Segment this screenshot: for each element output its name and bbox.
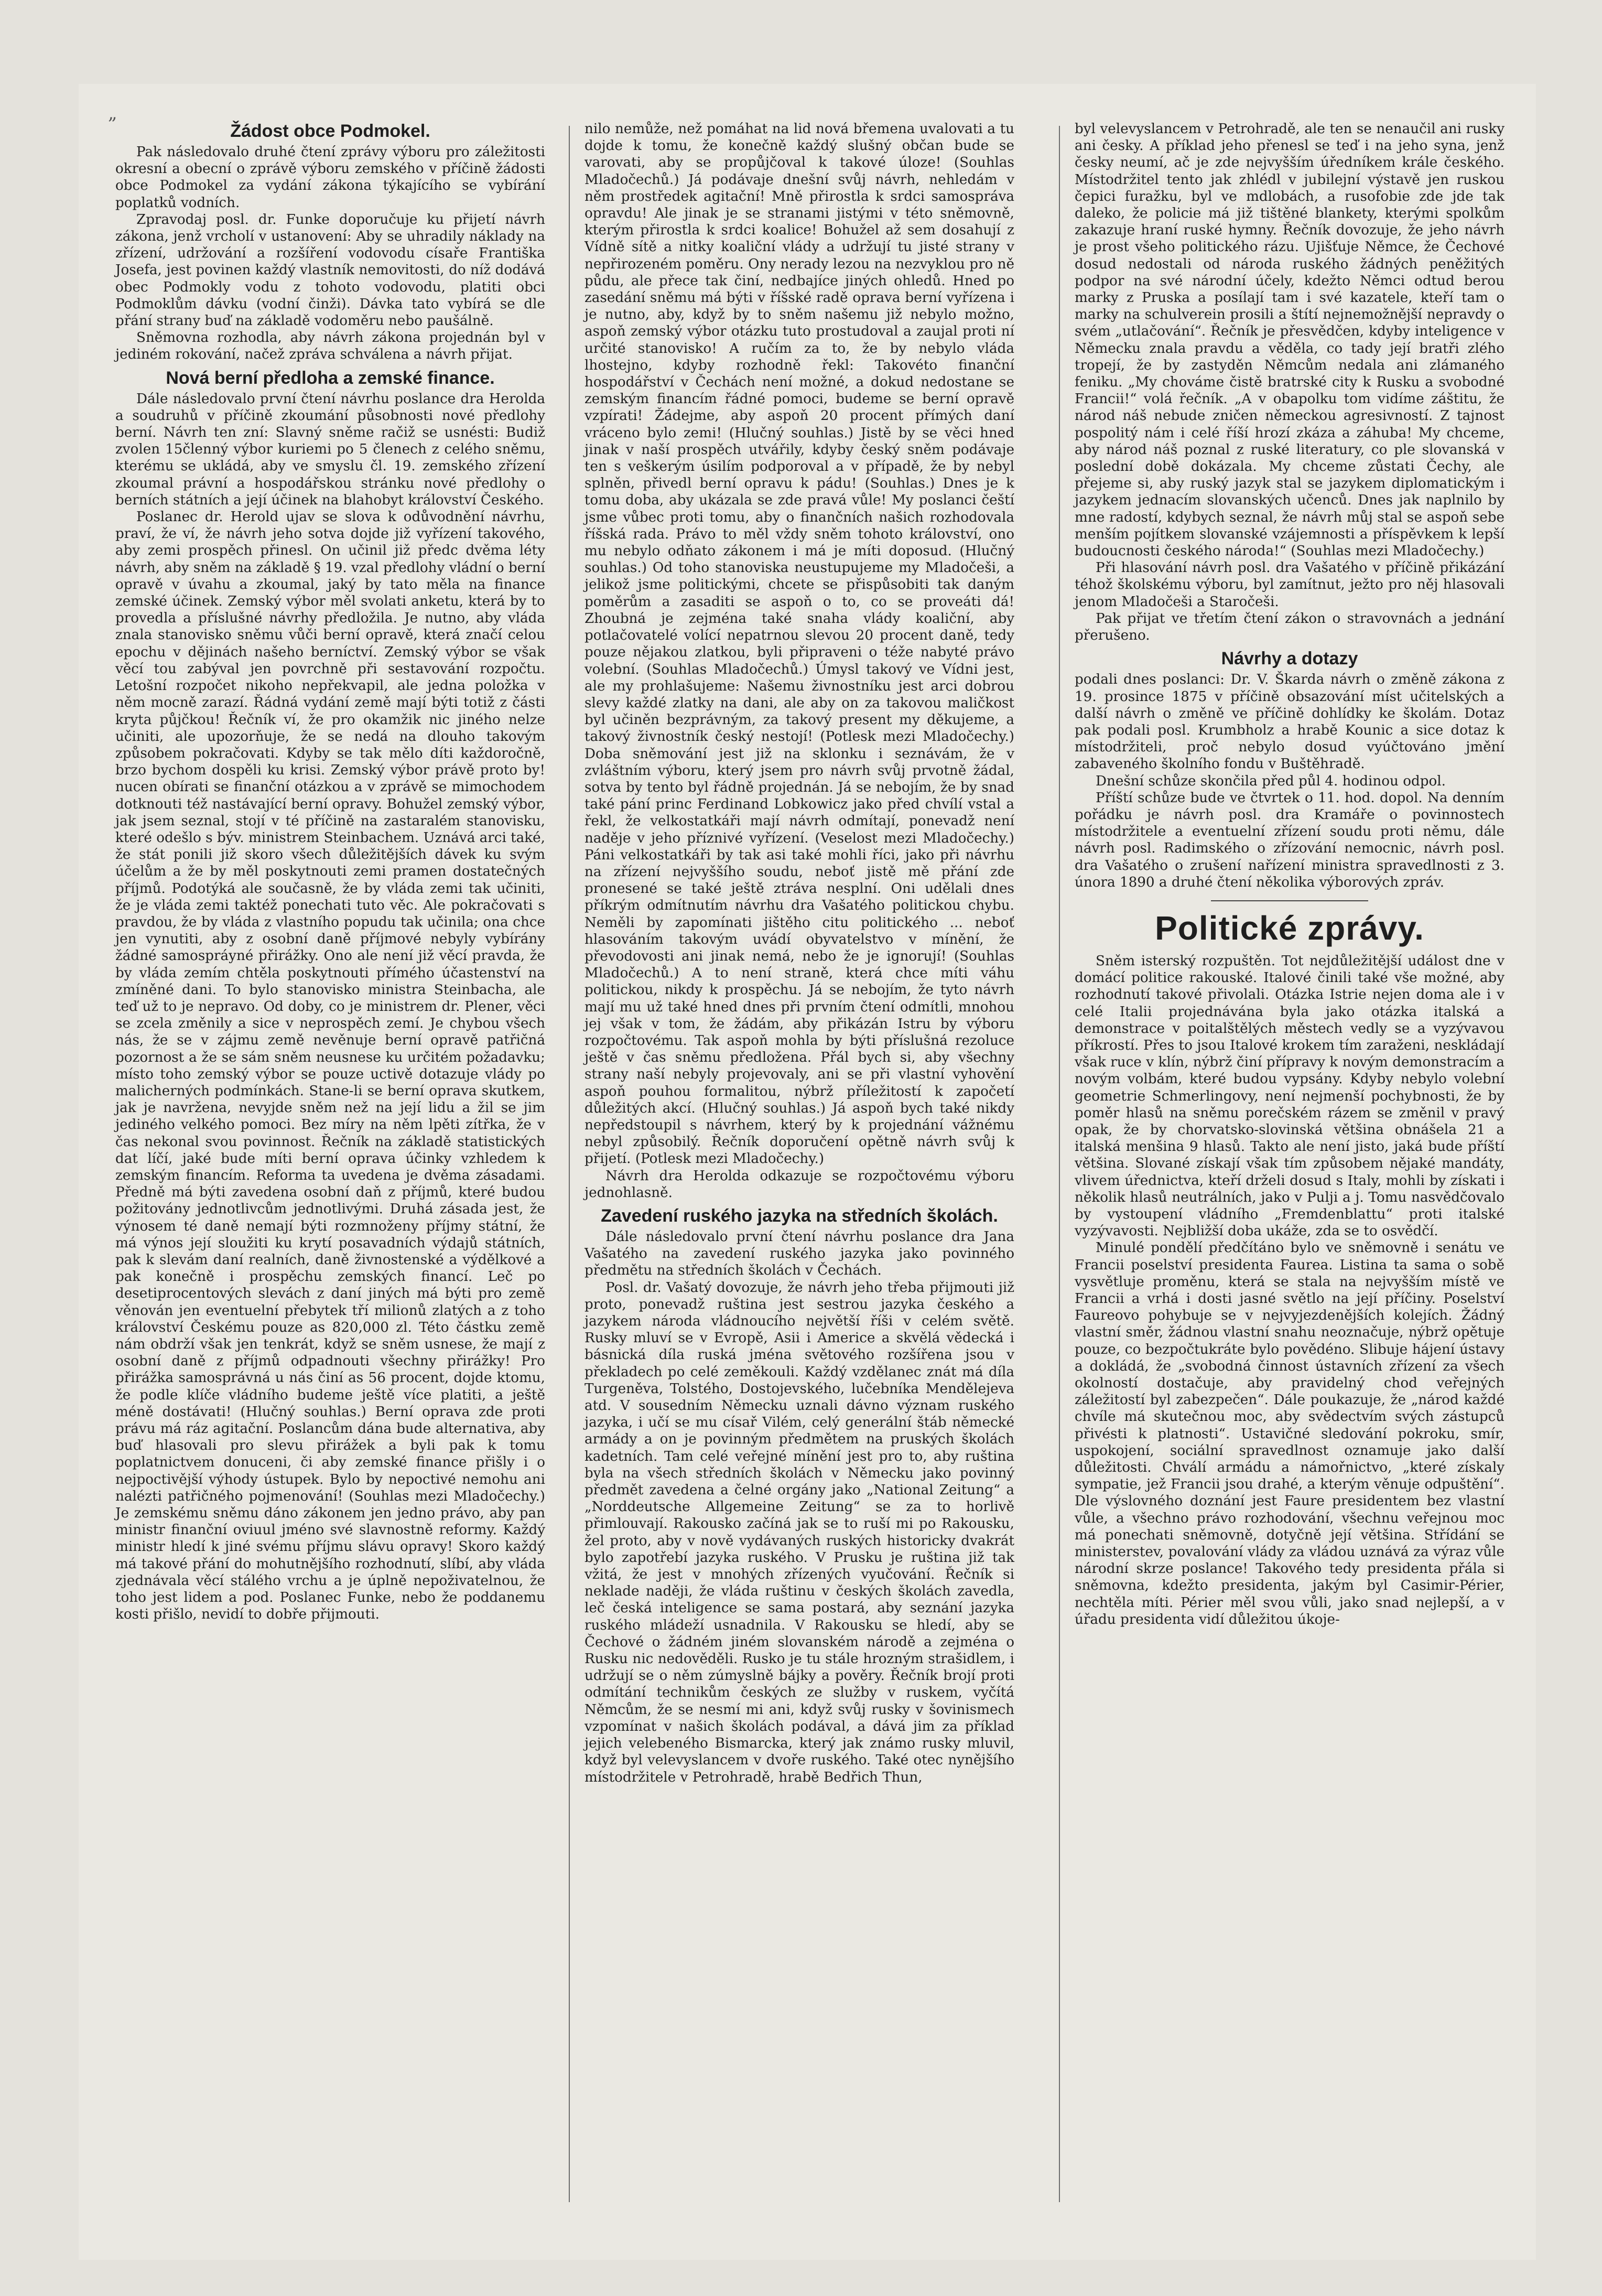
paragraph: Dále následovalo první čtení návrhu poslance dra Jana Vašatého na zavedení ruského jazyka jako povinného předmětu na středních školách v Čechách.	[584, 1229, 1014, 1279]
heading-podmokly: Žádost obce Podmokel.	[230, 121, 430, 141]
paragraph: Pak přijat ve třetím čtení zákon o stravovnách a jednání přerušeno.	[1075, 610, 1504, 644]
paragraph: byl velevyslancem v Petrohradě, ale ten se nenaučil ani rusky ani česky. A příklad jeho přenesl se teď i na jeho syna, jenž česky neumí, ač je zde nejvyšším úředníkem krále českého. Místodržitel tento jak zhlédl v jubilejní výstavě jen ruskou čepici furažku, byl ve mdlobách, a rusofobie zde jde tak daleko, že policie má již tištěné blankety, kterými spolkům zakazuje hraní ruské hymny. Řečník dovozuje, že jeho návrh je prost všeho politického rázu. Ujišťuje Němce, že Čechové dosud nedostali od národa ruského žádných peněžitých podpor na své národní účely, kdežto Němci odtud berou marky z Pruska a posílají tam i své kazatele, kteří tam o marky na schulverein prosili a štítí nejnemožnější nepravdy o svém „utlačování“. Řečník je přesvědčen, kdyby inteligence v Německu znala pravdu a věděla, co tady její bratři zlého tropejí, že by zastyděn Němcům nedala ani zlámaného feniku. „My chováme čistě bratrské city k Rusku a svobodné Francii!“ volá řečník. „A v obapolku tom vidíme záštitu, že národ náš nebude zničen německou agresivností. Z tajnost pospolitý nám i celé říší hrozí zkáza a záhuba! My chceme, aby národ náš poznal z ruské literatury, co ple slovanská v poslední době dokázala. My chceme zůstati Čechy, ale přejeme si, aby ruský jazyk stal se jazykem diplomatickým i jazykem jednacím slovanských učenců. Dnes jak naplnilo by mne radostí, kdybych seznal, že návrh můj stal se aspoň sebe menším pojítkem slovanské vzájemnosti a příspěvkem k lepší budoucnosti českého národa!“ (Souhlas mezi Mladočechy.)	[1075, 121, 1504, 559]
paragraph: Při hlasování návrh posl. dra Vašatého v příčině přikázání téhož školskému výboru, byl zamítnut, ježto pro něj hlasovali jenom Mladočeši a Staročeši.	[1075, 560, 1504, 610]
paragraph: Minulé pondělí předčítáno bylo ve sněmovně i senátu ve Francii poselství presidenta Faurea. Listina ta sama o sobě vysvětluje proměnu, která se stala na nejvyšším místě ve Francii a vrhá i dosti jasné světlo na její příčiny. Poselství Faureovo pohybuje se v nejvyjezdenějších kolejích. Žádný vlastní směr, žádnou vlastní snahu neoznačuje, nýbrž opětuje pouze, co bezpočtukráte bylo povědéno. Slibuje hájení ústavy a dokládá, že „svobodná činnost ústavních zřízení za všech okolností dostačuje, aby pravidelný chod veřejných záležitostí byl zabezpečen“. Dále poukazuje, že „národ každé chvíle má skutečnou moc, aby svědectvím svých zástupců přivésti k platnosti“. Ustavičné sledování pokroku, smír, uspokojení, sociální spravedlnost oznamuje jako další důležitosti. Chválí armádu a námořnictvo, „které získaly sympatie, jež Francii jsou drahé, a kterým věnuje odpuštění“. Dle výslovného doznání jest Faure presidentem bez vlastní vůle, a všechno právo rozhodování, všechnu veřejnou moc má ponechati sněmovně, dotyčně její většina. Střídání se ministerstev, povalování vlády za vládou uznává za výraz vůle národní skrze poslance! Takového tedy presidenta přála si sněmovna, kdežto presidenta, jakým byl Casimir-Périer, nechtěla míti. Périer měl svou vůli, jako snad nejlepší, a v úřadu presidenta vidí důležitou úkoje-	[1075, 1240, 1504, 1627]
column-rule-1	[569, 126, 570, 2202]
paragraph: Dnešní schůze skončila před půl 4. hodinou odpol.	[1096, 773, 1446, 789]
paragraph: Příští schůze bude ve čtvrtek o 11. hod. dopol. Na denním pořádku je návrh posl. dra Kramáře o povinnostech místodržitele a eventuelní zřízení soudu proti němu, dále návrh posl. Radimského o zřízování nemocnic, návrh posl. dra Vašatého o zrušení nařízení ministra spravedlnosti z 3. února 1890 a druhé čtení několika výborových zpráv.	[1075, 790, 1504, 890]
paragraph: Sněm isterský rozpuštěn. Tot nejdůležitější událost dne v domácí politice rakouské. Italové činili také vše možné, aby rozhodnutí takové přivolali. Otázka Istrie nejen doma ale i v celé Italii projednávána byla jako otázka italská a demonstrace v poitalštělých městech vedly se a vyzývavou příkrostí. Přes to jsou Italové krokem tím zaraženi, neskládají však ruce v klín, nýbrž činí přípravy k novým demonstracím a novým volbám, které budou vypsány. Kdyby nebylo volební geometrie Schmerlingovy, není nejmenší pochybnosti, že by poměr hlasů na sněmu porečském rázem se změnil v pravý opak, že by chorvatsko-slovinská většina obnášela 21 a italská menšina 9 hlasů. Takto ale není jisto, jaká bude příští většina. Slované získají však tím způsobem nějaké mandáty, vlivem úřednictva, kteří drželi dosud s Italy, mohli by získati i několik hlasů neutrálních, jako v Pulji a j. Tomu nasvědčovalo by vystoupení vládního „Fremdenblattu“ proti italské vyzývavosti. Nejbližší doba ukáže, zda se to osvědčí.	[1075, 953, 1504, 1239]
heading-politicke-zpravy: Politické zprávy.	[1155, 909, 1424, 947]
paragraph: podali dnes poslanci: Dr. V. Škarda návrh o změně zákona z 19. prosince 1875 v příčině obsazování míst učitelských a další návrh o změně ve příčině dohlídky ke školám. Dotaz pak podali posl. Krumbholz a hrabě Kounic a sice dotaz k místodržiteli, proč nebylo dosud vyúčtováno jmění zabaveného školního fondu v Buštěhradě.	[1075, 672, 1504, 772]
paragraph: Zpravodaj posl. dr. Funke doporučuje ku přijetí návrh zákona, jenž vrcholí v ustanovení: Aby se uhradily náklady na zřízení, udržování a rozšíření vodovodu císaře Františka Josefa, jest povinen každý vlastník nemovitosti, do níž dodává obec Podmokly vodu z tohoto vodovodu, platiti obci Podmoklům dávku (vodní činži). Dávka tato vybírá se dle přání strany buď na základě vodoměru nebo paušálně.	[115, 211, 545, 329]
paragraph: Sněmovna rozhodla, aby návrh zákona projednán byl v jediném rokování, načež zpráva schválena a návrh přijat.	[115, 330, 545, 363]
heading-navrhy-dotazy: Návrhy a dotazy	[1221, 649, 1358, 669]
section-divider	[1211, 900, 1368, 901]
paragraph: Návrh dra Herolda odkazuje se rozpočtovému výboru jednohlasně.	[584, 1168, 1014, 1201]
paragraph: Poslanec dr. Herold ujav se slova k odůvodnění návrhu, praví, že ví, že návrh jeho sotva dojde již vyřízení takového, aby zemi prospěch přinesl. On učinil již předc dvěma léty návrh, aby sněm na základě § 19. vzal předlohy vládní o berní opravě v úvahu a zkoumal, jaký by tato měla na finance zemské účinek. Zemský výbor měl svolati anketu, která by to provedla a příslušné návrhy předložila. Je nutno, aby vláda znala stanovisko sněmu vůči berní opravě, která značí celou epochu v dějinách našeho berníctví. Zemský výbor se však věcí tou zabýval jen povrchně při sestavování rozpočtu. Letošní rozpočet nikoho nepřekvapil, ale jedna položka v něm mocně zarazí. Řádná vydání země mají býti totiž z části kryta půjčkou! Řečník ví, že pro okamžik nic jiného nelze učiniti, ale upozorňuje, že se nedá na dlouho takovým způsobem pokračovati. Kdyby se tak mělo díti každoročně, brzo bychom dospěli ku krisi. Zemský výbor právě proto by! nucen obírati se finanční otázkou a v zprávě se mimochodem dotknouti též nastávající berní opravy. Bohužel zemský výbor, jak jsem seznal, stojí v té příčině na zastaralém stanovisku, které odešlo s býv. ministrem Steinbachem. Uznává arci také, že stát ponili již skoro všech důležitějších dávek ku svým účelům a že by měl poskytnouti zemi pramen dostatečných příjmů. Podotýká ale současně, že by vláda zemi tak učiniti, že je vláda zemi taktéž ponechati tuto věc. Ale pokračovati s pravdou, že by vláda z vlastního popudu tak učinila; ona chce jen vynutiti, aby z osobní daně příjmové nebyly vybírány žádné samospráyné přirážky. Ono ale není již věcí pravda, že by vláda zemím chtěla poskytnouti přímého účastenství na zmíněné dani. To bylo stanovisko ministra Steinbacha, ale teď už to je nepravo. Od doby, co je ministrem dr. Plener, věci se zcela změnily a sice v neprospěch zemí. Je chybou všech nás, že se v zájmu země nevěnuje berní opravě patřičná pozornost a že se sám sněm neusnese ku určitém požadavku; místo toho zemský výbor se pouze uctivě dotazuje vlády po malicherných podmínkách. Stane-li se berní oprava skutkem, jak je navržena, nevyjde sněm než na její lidu a žil se jim jediného velkého pomoci. Bez míry na něm lpěti zítřka, že v čas nekonal svou povinnost. Řečník na základě statistických dat líčí, jaké bude míti berní oprava účinky vzhledem k zemským financím. Reforma ta uvedena je dvěma zásadami. Předně má býti zavedena osobní daň z příjmů, které budou požitovány jednotlivcům jednotlivými. Druhá zásada jest, že výnosem té daně nemají býti rozmnoženy příjmy státní, že má výnos její sloužiti ku krytí posavadních výdajů státních, pak k slevám daní realních, daně živnostenské a výdělkové a pak konečně i prospěchu zemských financí. Leč po desetiprocentových slevách z daní jiných má býti pro země věnován jen eventuelní přebytek tří milionů zlatých a z toho království Českému pouze as 820,000 zl. Této částku země nám obdrží však jen tenkrát, když se sněm usnese, že mají z osobní daně z příjmů odpadnouti všechny přirážky! Pro přirážka samosprávná u nás činí as 56 procent, dojde ktomu, že podle klíče vládního budeme ještě více platiti, a ještě méně dostávati! (Hlučný souhlas.) Berní oprava zde proti právu má ráz agitační. Poslancům dána bude alternativa, aby buď hlasovali pro slevu přirážek a byli pak k tomu poplatnictvem donuceni, či aby zemské finance přišly i o nejpoctivější výhody ústupek. Bylo by nepoctivé nemohu ani nalézti patřičného pojmenování! (Souhlas mezi Mladočechy.) Je zemskému sněmu dáno zákonem jen jedno právo, aby pan ministr finanční oviuul jméno své slavnostně reformy. Každý ministr hledí k jiné svému příjmu slávu opravy! Skoro každý má takové přání do mohutnějšího rozhodnutí, slíbí, aby vláda zjednávala věcí stálého vrchu a je úplně nepoživatelnou, že toho jest lidem a pod. Poslanec Funke, nebo že poddanemu kosti přišlo, nevidí to dobře přijmouti.	[115, 509, 545, 1623]
paragraph: Dále následovalo první čtení návrhu poslance dra Herolda a soudruhů v příčině zkoumání působnosti nové předlohy berní. Návrh ten zní: Slavný sněme račiž se usnésti: Budiž zvolen 15členný výbor kuriemi po 5 členech z celého sněmu, kterému se ukládá, aby ve smyslu čl. 19. zemského zřízení zkoumal právní a hospodářskou stránku nové předlohy o berních státních a její účinek na blahobyt království Českého.	[115, 391, 545, 508]
heading-rusky-jazyk: Zavedení ruského jazyka na středních školách.	[601, 1206, 998, 1226]
column-3	[1075, 121, 1504, 1628]
paragraph: Pak následovalo druhé čtení zprávy výboru pro záležitosti okresní a obecní o zprávě výboru zemského v příčině žádosti obce Podmokel za vydání zákona týkajícího se vybírání poplatků vodních.	[115, 144, 545, 211]
page-mark: „	[108, 103, 117, 124]
paragraph: nilo nemůže, než pomáhat na lid nová břemena uvalovati a tu dojde k tomu, že konečně každý slušný občan bude se varovati, aby se propůjčoval k takové úloze! (Souhlas Mladočechů.) Já podávaje dnešní svůj návrh, nehledám v něm prostředek agitační! Mně přirostla k srdci samospráva opravdu! Ale jinak je se stranami jistými v této sněmovně, kterým přirostla k srdci koalice! Bohužel až sem dosahují z Vídně sítě a nitky koaliční vlády a udržují tu jisté strany v nepřirozeném poměru. Ony nerady lezou na nezvyklou pro ně půdu, ale přece tak činí, nedbajíce jiných ohledů. Hned po zasedání sněmu má býti v říšské radě oprava berní vyřízena i je nutno, aby, když by to sněm našemu již nebylo možno, aspoň zemský výbor otázku tuto prostudoval a zaujal proti ní určité stanovisko! A ručím za to, že by nebylo vláda lhostejno, kdyby rozhodně řekl: Takovéto finanční hospodářství v Čechách není možné, a dokud nedostane se zemským financím řádné pomoci, budeme se berní opravě vzpírati! Žádejme, aby aspoň 20 procent přímých daní vráceno bylo zemi! (Hlučný souhlas.) Jistě by se věci hned jinak v naší prospěch utvářily, kdyby český sněm podávaje ten s veškerým úsilím podporoval a v případě, že by nebyl splněn, přivedl berní opravu k pádu! (Souhlas.) Dnes je k tomu doba, aby ukázala se zde pravá vůle! My poslanci čeští jsme vůbec proti tomu, aby o finančních našich rozhodovala říšská rada. Právo to měl vždy sněm tohoto království, ono mu nebylo odňato zákonem i má je míti doposud. (Hlučný souhlas.) Od toho stanoviska neustupujeme my Mladočeši, a jelikož jsme politickými, chcete se přispůsobiti tak daným poměrům a zasaditi se aspoň o to, co se proveáti dá! Zhoubná je zejména také snaha vlády koaliční, aby potlačovatelé volící nepatrnou slevou 20 procent daně, tedy pouze nějakou zlatkou, byli připraveni o téže nabyté právo volební. (Souhlas Mladočechů.) Úmysl takový ve Vídni jest, ale my prohlašujeme: Našemu živnostníku jest arci dobrou slevy každé zlatky na dani, ale aby on za takovou maličkost byl učiněn bezprávným, za takový present my děkujeme, a takový živnostník český nestojí! (Potlesk mezi Mladočechy.) Doba sněmování jest již na sklonku i seznávám, že v zvláštním výboru, který jsem pro návrh svůj prvotně žádal, sotva by tento byl řádně projednán. Já se nebojím, že by snad také pání princ Ferdinand Lobkowicz jako před chvílí vstal a řekl, že velkostatkáři mají návrh odmítají, ponevadž není naděje v jeho příznivé vyřízení. (Veselost mezi Mladočechy.) Páni velkostatkáři by tak asi také mohli říci, jako při návrhu na zřízení nejvyššího soudu, neboť jistě mě přání zde pronesené se také ještě ztráva nesplní. Oni udělali dnes příkrým odmítnutím návrhu dra Vašatého politickou chybu. Neměli by zapomínati jištěho citu politického ... neboť hlasováním takovým uvádí obyvatelstvo v mínění, že převodovosti ani jinak nemá, nebo že je ignorují! (Souhlas Mladočechů.) A to není straně, která chce míti váhu politickou, nikdy k prospěchu. Já se nebojím, že tyto návrh mají mu už také hned dnes při prvním čtení odmítli, mnohou jej však v tom, že žádám, aby přikázán Istru by výboru rozpočtovému. Tak aspoň mohla by býti příslušná rezoluce ještě v čas sněmu předložena. Přál bych si, aby všechny strany naší nebyly projevovaly, ani se při vlastní vyhovění aspoň pouhou formalitou, nýbrž příležitostí k započetí důležitých akcí. (Hlučný souhlas.) Já aspoň bych také nikdy nepředstoupil s návrhem, který by k projednání vážnému nebyl způsobilý. Řečník doporučení opětně návrh svůj k přijetí. (Potlesk mezi Mladočechy.)	[584, 121, 1014, 1167]
column-2	[584, 121, 1014, 1786]
paragraph: Posl. dr. Vašatý dovozuje, že návrh jeho třeba přijmouti již proto, ponevadž ruština jest sestrou jazyka českého a jazykem národa vládnoucího největší říši v celém světě. Rusky mluví se v Evropě, Asii i Americe a skvělá vědecká i básnická díla ruská jména světového rozšířena jsou v překladech po celé zeměkouli. Každý vzdělanec znát má díla Turgeněva, Tolstého, Dostojevského, lučebníka Mendělejeva atd. V sousedním Německu uznali dávno význam ruského jazyka, i učí se mu císař Vilém, celý generální štáb německé armády a on je povinným předmětem na pruských školách kadetních. Tam celé veřejné mínění jest pro to, aby ruština byla na všech středních školách v Německu jako povinný předmět zavedena a čelné orgány jako „National Zeitung“ a „Norddeutsche Allgemeine Zeitung“ se za to horlivě přimlouvají. Rakousko začíná jak se to ruší mi po Rakousku, žel proto, aby v nově vydávaných ruských historicky dvakrát bylo zapotřebí jazyka ruského. V Prusku je ruština již tak vžitá, že jest v mnohých zřízených vyučování. Řečník si neklade naději, že vláda ruštinu v českých školách zavedla, leč česká inteligence se sama postará, aby seznání jazyka ruského mládeží usnadnila. V Rakousku se hledí, aby se Čechové o žádném jiném slovanském národě a zejména o Rusku nic nedověděli. Rusko je tu stále hrozným strašidlem, i udržují se o něm zúmyslně bájky a pověry. Řečník brojí proti odmítání technikům českých ze služby v ruskem, vyčítá Němcům, že se nesmí mi ani, když svůj rusky v šovinismech vzpomínat v našich školách podával, a dává jim za příklad jejich velebeného Bismarcka, který jak známo rusky mluvil, když byl velevyslancem v dvoře ruského. Také otec nynějšího místodržitele v Petrohradě, hrabě Bedřich Thun,	[584, 1279, 1014, 1785]
column-rule-2	[1059, 126, 1060, 2202]
column-1	[115, 121, 545, 1623]
heading-berni-predloha: Nová berní předloha a zemské finance.	[166, 368, 495, 388]
